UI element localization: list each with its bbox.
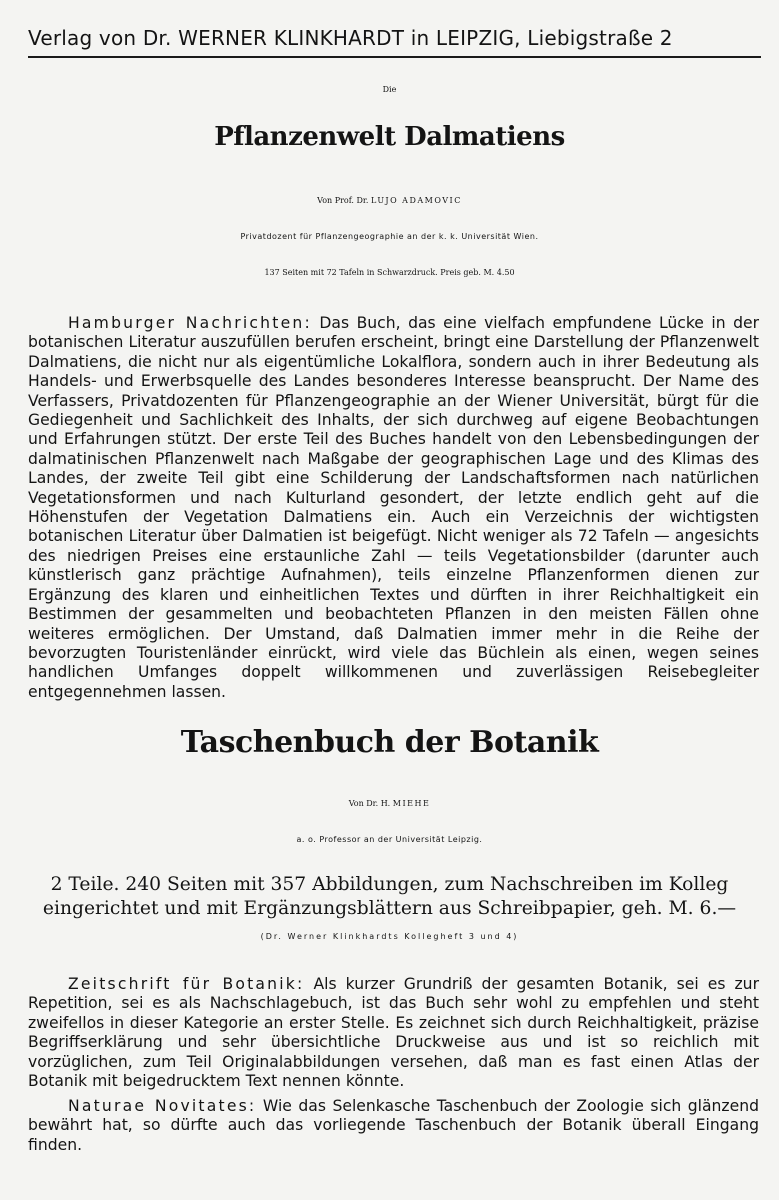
book1-review-source: Hamburger Nachrichten: <box>68 314 312 332</box>
book2-title: Taschenbuch der Botanik <box>180 725 599 760</box>
publisher-line: Verlag von Dr. WERNER KLINKHARDT in LEIPZIG, Liebigstraße 2 <box>28 26 761 58</box>
book1-title: Pflanzenwelt Dalmatiens <box>214 122 565 152</box>
book2-publication-info: 2 Teile. 240 Seiten mit 357 Abbildungen, zum Nachschreiben im Kolleg eingerichtet und mit Ergänzungsblättern aus Schreibpapier, geh. M. 6.— <box>42 874 737 919</box>
book2-series: (Dr. Werner Klinkhardts Kollegheft 3 und 4) <box>260 932 519 941</box>
book2-affiliation: a. o. Professor an der Universität Leipzig. <box>296 835 483 844</box>
book2-author-prefix: Von Dr. H. <box>348 799 391 808</box>
book1-author-prefix: Von Prof. Dr. <box>317 196 369 205</box>
book1-publication-info: 137 Seiten mit 72 Tafeln in Schwarzdruck. Preis geb. M. 4.50 <box>264 268 515 277</box>
book2-review-2 <box>28 1097 759 1155</box>
book2-review2-text: Wie das Selenkasche Taschenbuch der Zoologie sich glänzend bewährt hat, so dürfte auch das vorliegende Taschenbuch der Botanik überall Eingang finden. <box>28 1097 759 1154</box>
book2-review-1 <box>28 975 759 1091</box>
book2-review2-source: Naturae Novitates: <box>68 1097 257 1115</box>
book2-review1-text: Als kurzer Grundriß der gesamten Botanik, sei es zur Repetition, sei es als Nachschlagebuch, ist das Buch sehr wohl zu empfehlen und steht zweifellos in dieser Kategorie an erster Stelle. Es zeichnet sich durch Reichhaltigkeit, präzise Begriffserklärung und sehr übersichtliche Druckweise aus und ist so reichlich mit vorzüglichen, zum Teil Originalabbildungen versehen, daß man es fast einen Atlas der Botanik mit beigedrucktem Text nennen könnte. <box>28 975 759 1091</box>
book2-author-name: MIEHE <box>392 799 431 808</box>
book1-affiliation: Privatdozent für Pflanzengeographie an der k. k. Universität Wien. <box>240 232 539 241</box>
book1-title-article: Die <box>382 85 397 94</box>
book2-review1-source: Zeitschrift für Botanik: <box>68 975 305 993</box>
book2-author <box>0 799 779 808</box>
book1-review <box>28 314 759 702</box>
book1-author <box>0 196 779 205</box>
book1-review-text: Das Buch, das eine vielfach empfundene Lücke in der botanischen Literatur auszufüllen berufen erscheint, bringt eine Darstellung der Pflanzenwelt Dalmatiens, die nicht nur als eigentümliche Lokalflora, sondern auch in ihrer Bedeutung als Handels- und Erwerbsquelle des Landes besonderes Interesse beansprucht. Der Name des Verfassers, Privatdozenten für Pflanzengeographie an der Wiener Universität, bürgt für die Gediegenheit und Sachlichkeit des Inhalts, der sich durchweg auf eigene Beobachtungen und Erfahrungen stützt. Der erste Teil des Buches handelt von den Lebensbedingungen der dalmatinischen Pflanzenwelt nach Maßgabe der geographischen Lage und des Klimas des Landes, der zweite Teil gibt eine Schilderung der Landschaftsformen nach natürlichen Vegetationsformen und nach Kulturland gesondert, der letzte endlich geht auf die Höhenstufen der Vegetation Dalmatiens ein. Auch ein Verzeichnis der wichtigsten botanischen Literatur über Dalmatien ist beigefügt. Nicht weniger als 72 Tafeln — angesichts des niedrigen Preises eine erstaunliche Zahl — teils Vegetationsbilder (darunter auch künstlerisch ganz prächtige Aufnahmen), teils einzelne Pflanzenformen dienen zur Ergänzung des klaren und einheitlichen Textes und dürften in ihrer Reichhaltigkeit ein Bestimmen der gesammelten und beobachteten Pflanzen in den meisten Fällen ohne weiteres ermöglichen. Der Umstand, daß Dalmatien immer mehr in die Reihe der bevorzugten Touristenländer einrückt, wird viele das Büchlein als einen, wegen seines handlichen Umfanges doppelt willkommenen und zuverlässigen Reisebegleiter entgegennehmen lassen. <box>28 314 759 701</box>
book1-author-name: LUJO ADAMOVIC <box>370 196 462 205</box>
